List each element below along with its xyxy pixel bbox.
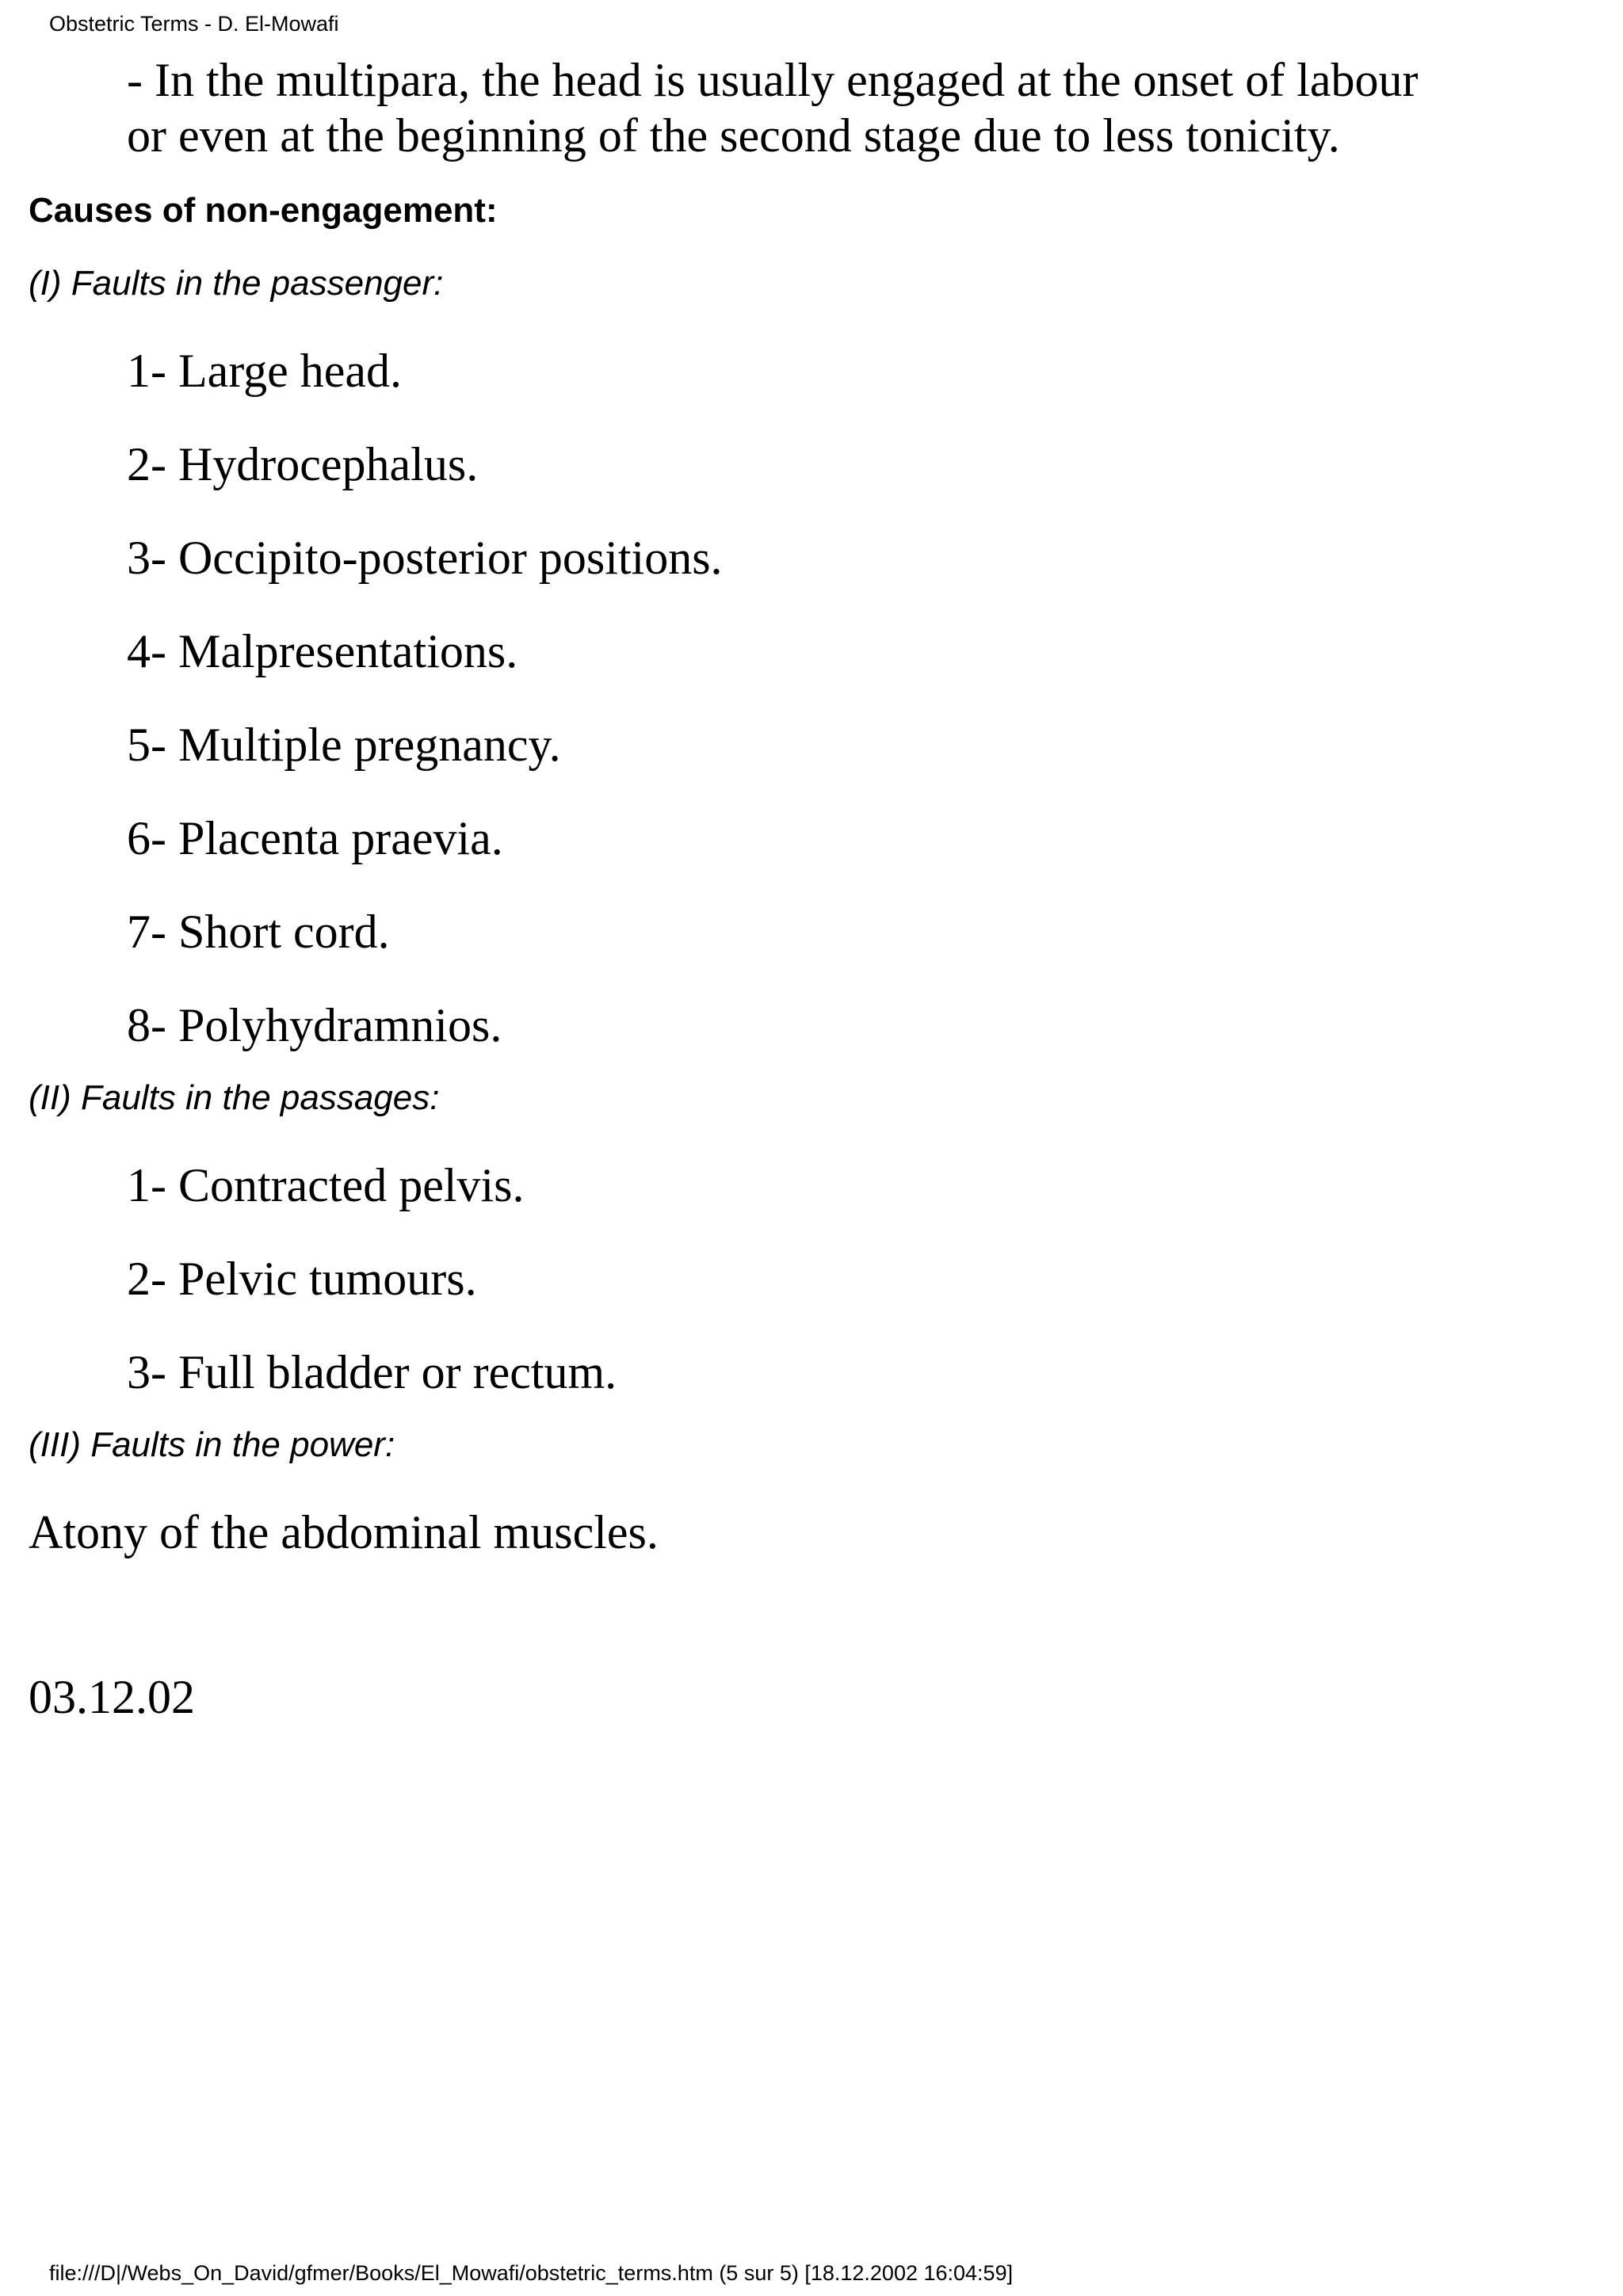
list-item: 5- Multiple pregnancy. bbox=[127, 719, 561, 771]
list-item: 8- Polyhydramnios. bbox=[127, 999, 502, 1051]
list-item: 2- Hydrocephalus. bbox=[127, 438, 479, 490]
power-faults-heading: (III) Faults in the power: bbox=[29, 1425, 395, 1464]
intro-paragraph bbox=[127, 52, 1553, 163]
power-faults-text: Atony of the abdominal muscles. bbox=[29, 1506, 659, 1558]
list-item: 4- Malpresentations. bbox=[127, 625, 518, 677]
page-header-title: Obstetric Terms - D. El-Mowafi bbox=[49, 12, 339, 36]
list-item: 7- Short cord. bbox=[127, 906, 390, 958]
list-item: 3- Full bladder or rectum. bbox=[127, 1346, 617, 1398]
list-item: 1- Contracted pelvis. bbox=[127, 1159, 525, 1211]
causes-heading: Causes of non-engagement: bbox=[29, 191, 498, 230]
list-item: 2- Pelvic tumours. bbox=[127, 1253, 477, 1305]
intro-line: - In the multipara, the head is usually engaged at the onset of labour bbox=[127, 54, 1419, 106]
passages-faults-heading: (II) Faults in the passages: bbox=[29, 1078, 440, 1117]
page-footer-path: file:///D|/Webs_On_David/gfmer/Books/El_Mowafi/obstetric_terms.htm (5 sur 5) [18.12.2002 16:04:59] bbox=[49, 2261, 1014, 2285]
list-item: 1- Large head. bbox=[127, 345, 403, 397]
intro-line: or even at the beginning of the second stage due to less tonicity. bbox=[127, 109, 1340, 162]
list-item: 6- Placenta praevia. bbox=[127, 812, 503, 864]
passenger-faults-heading: (I) Faults in the passenger: bbox=[29, 264, 444, 303]
document-date: 03.12.02 bbox=[29, 1671, 195, 1723]
list-item: 3- Occipito-posterior positions. bbox=[127, 532, 723, 584]
